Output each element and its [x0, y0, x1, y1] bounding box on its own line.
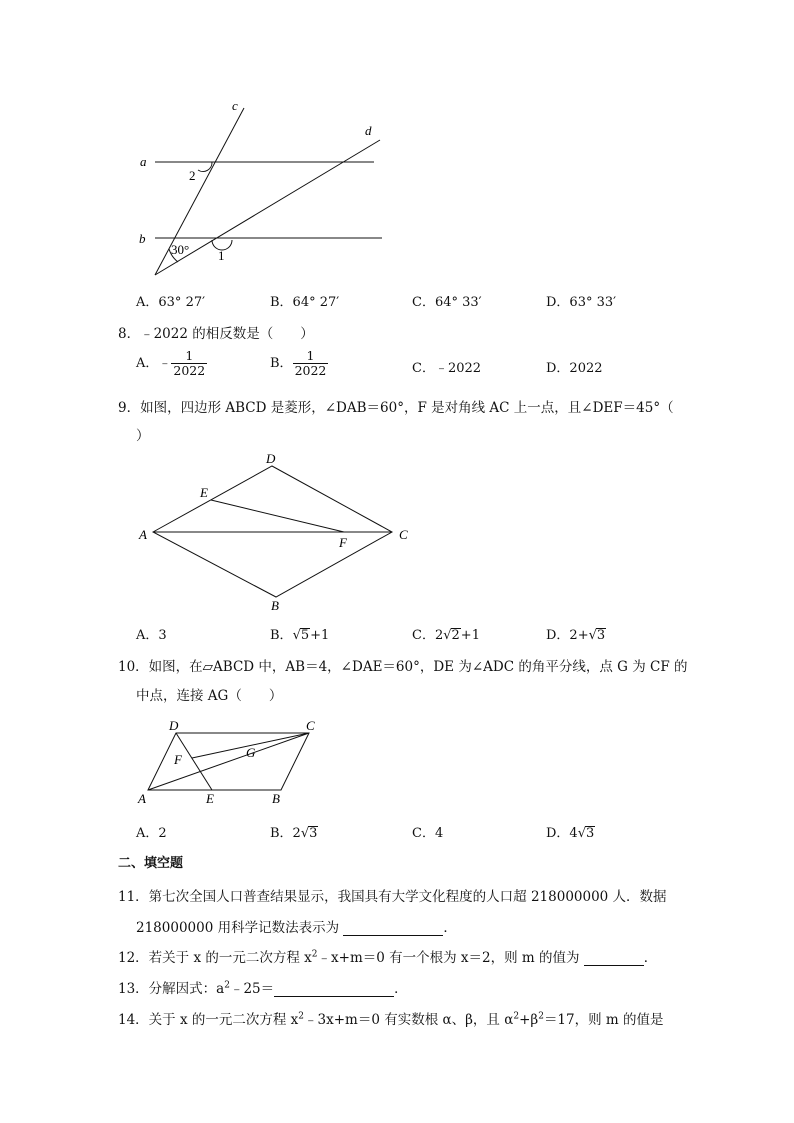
q7-option-c[interactable]: C．64° 33′	[412, 295, 482, 310]
q9-option-b[interactable]: B．√5+1	[270, 628, 330, 643]
radicand: 3	[586, 826, 595, 841]
label-c: C	[399, 527, 408, 542]
label-angle-1: 1	[218, 248, 225, 263]
q13-prefix: 13．分解因式：a	[118, 981, 225, 997]
label-angle-2: 2	[189, 168, 196, 183]
label-e: E	[200, 485, 208, 500]
fraction-numerator: 1	[171, 349, 207, 364]
label-a: A	[138, 791, 146, 806]
label-e: E	[206, 791, 214, 806]
q9-option-c-prefix: C．2	[412, 628, 444, 643]
q13-answer-blank[interactable]	[274, 984, 394, 997]
label-f: F	[174, 752, 182, 767]
q9-option-d-prefix: D．2+	[546, 628, 589, 643]
q12-exponent: 2	[311, 949, 318, 960]
q13-exponent: 2	[224, 980, 230, 991]
fraction-denominator: 2022	[294, 363, 327, 378]
q9-option-c[interactable]: C．2√2+1	[412, 628, 480, 643]
q14-prefix: 14．关于 x 的一元二次方程 x	[118, 1012, 299, 1028]
label-c: C	[306, 718, 315, 733]
q13-line	[118, 977, 408, 997]
q7-option-a[interactable]: A．63° 27′	[136, 295, 206, 310]
q14-exponent: 2	[298, 1011, 305, 1022]
label-f: F	[339, 535, 347, 550]
q8-option-d[interactable]: D．2022	[546, 361, 603, 376]
q9-stem-line1: 9．如图，四边形 ABCD 是菱形，∠DAB＝60°，F 是对角线 AC 上一点，且∠DEF＝45°（	[118, 400, 674, 416]
q12-middle: ﹣x+m＝0 有一个根为 x＝2，则 m 的值为	[317, 950, 580, 966]
label-b: B	[272, 791, 280, 806]
q10-stem-line1: 10．如图，在▱ABCD 中，AB＝4，∠DAE＝60°，DE 为∠ADC 的角平分线，点 G 为 CF 的	[118, 659, 688, 675]
q14-end: ＝17，则 m 的值是	[543, 1012, 664, 1028]
label-b: b	[139, 231, 146, 246]
q11-line1: 11．第七次全国人口普查结果显示，我国具有大学文化程度的人口超 218000000 人．数据	[118, 889, 667, 905]
label-d: D	[266, 451, 276, 466]
q10-option-b-prefix: B．2	[270, 826, 301, 841]
q8-option-a-prefix: A．﹣	[136, 356, 172, 371]
q12-answer-blank[interactable]	[584, 953, 644, 966]
radicand: 3	[309, 826, 318, 841]
q12-prefix: 12．若关于 x 的一元二次方程 x	[118, 950, 312, 966]
fraction-denominator: 2022	[173, 363, 206, 378]
q14-line	[118, 1008, 664, 1028]
q10-option-c[interactable]: C．4	[412, 826, 444, 841]
q14-exponent-alpha: 2	[513, 1011, 520, 1022]
q13-middle: ﹣25＝	[229, 981, 275, 997]
q10-stem-line2: 中点，连接 AG（ ）	[136, 688, 283, 704]
q10-option-d[interactable]: D．4√3	[546, 826, 595, 841]
q11-line2-text: 218000000 用科学记数法表示为	[136, 920, 340, 936]
radicand: 5	[300, 628, 310, 643]
q12-line	[118, 946, 657, 966]
q9-stem-line2: ）	[136, 428, 150, 444]
label-d: d	[365, 123, 372, 138]
label-c: c	[232, 98, 238, 113]
q10-option-b[interactable]: B．2√3	[270, 826, 318, 841]
q13-end: ．	[394, 981, 408, 997]
q10-option-d-prefix: D．4	[546, 826, 578, 841]
q9-option-a[interactable]: A．3	[136, 628, 167, 643]
q9-option-d[interactable]: D．2+√3	[546, 628, 606, 643]
label-b: B	[271, 598, 279, 613]
q8-stem: 8．﹣2022 的相反数是（ ）	[118, 326, 314, 342]
label-g: G	[246, 745, 256, 760]
q14-middle: ﹣3x+m＝0 有实数根 α、β，且 α	[304, 1012, 514, 1028]
fraction-numerator: 1	[293, 349, 329, 364]
label-a: a	[140, 154, 147, 169]
radicand: 3	[596, 628, 606, 643]
q9-option-b-prefix: B．	[270, 628, 293, 643]
q11-line2	[136, 916, 457, 936]
q10-option-a[interactable]: A．2	[136, 826, 167, 841]
q7-option-d[interactable]: D．63° 33′	[546, 295, 617, 310]
q12-end: ．	[643, 950, 658, 966]
label-angle-30: 30°	[171, 242, 190, 257]
q8-option-c[interactable]: C．﹣2022	[412, 361, 482, 376]
q9-option-b-suffix: +1	[310, 628, 330, 643]
label-a: A	[139, 527, 147, 542]
q8-option-b-prefix: B．	[270, 356, 293, 371]
q7-option-b[interactable]: B．64° 27′	[270, 295, 340, 310]
q14-plus: +β	[519, 1012, 539, 1028]
radicand: 2	[451, 628, 460, 643]
q11-end: ．	[443, 920, 457, 936]
label-d: D	[169, 718, 179, 733]
section-title: 二、填空题	[118, 856, 184, 871]
q9-option-c-suffix: +1	[460, 628, 480, 643]
q14-exponent-beta: 2	[538, 1011, 544, 1022]
q11-answer-blank[interactable]	[343, 923, 443, 936]
